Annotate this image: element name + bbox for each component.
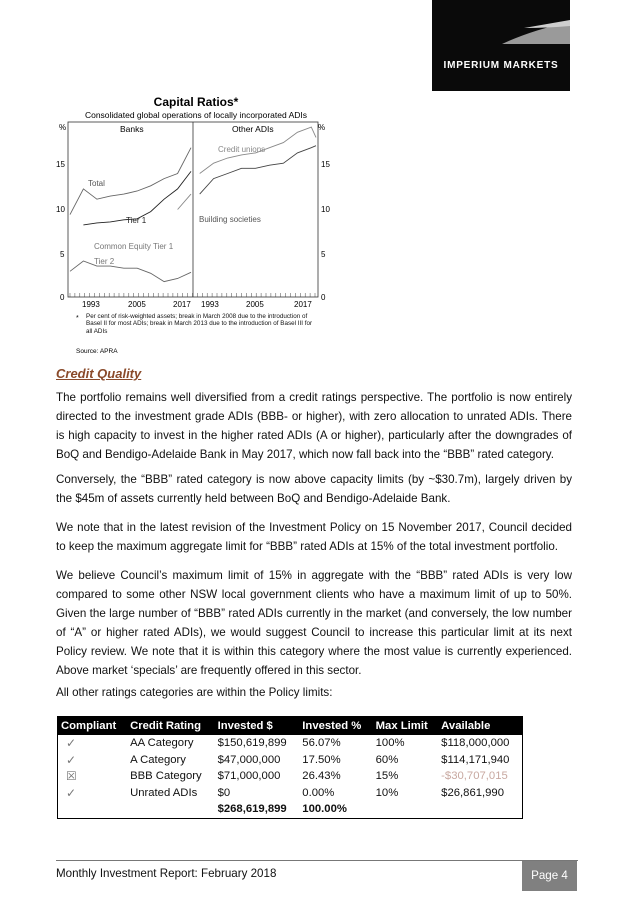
y-tick-0-left: 0 <box>60 293 65 302</box>
series-label-cet1: Common Equity Tier 1 <box>94 242 174 251</box>
series-line-tier-2 <box>70 261 191 282</box>
y-tick-15-left: 15 <box>56 160 65 169</box>
cell-max: 100% <box>375 737 405 750</box>
table-row <box>58 785 522 802</box>
cell-rating: A Category <box>130 753 186 766</box>
x-tick-right-2005: 2005 <box>246 300 264 309</box>
cell-pct: 17.50% <box>302 753 341 766</box>
compliance-table <box>57 716 523 819</box>
y-tick-5-right: 5 <box>321 250 326 259</box>
x-tick-right-2017: 2017 <box>294 300 312 309</box>
series-label-building-societies: Building societies <box>199 215 261 224</box>
page-number: Page 4 <box>522 861 577 891</box>
cell-pct: 26.43% <box>302 770 341 783</box>
paragraph-2: Conversely, the “BBB” rated category is now above capacity limits (by ~$30.7m), largely driven by the $45m of assets currently held between BoQ and Bendigo-Adelaide Bank. <box>56 473 572 505</box>
y-tick-5-left: 5 <box>60 250 65 259</box>
panel-label-banks: Banks <box>120 124 144 134</box>
check-icon: ✓ <box>66 736 77 751</box>
chart-source: Source: APRA <box>76 348 118 355</box>
footer-report-title: Monthly Investment Report: February 2018 <box>56 867 277 880</box>
total-pct: 100.00% <box>302 803 347 816</box>
total-invested: $268,619,899 <box>217 803 287 816</box>
series-label-tier2: Tier 2 <box>94 257 115 266</box>
y-tick-0-right: 0 <box>321 293 326 302</box>
header-max-limit: Max Limit <box>373 717 439 735</box>
chart-title: Capital Ratios* <box>153 95 239 109</box>
cell-max: 60% <box>375 753 399 766</box>
paragraph-4: We believe Council’s maximum limit of 15% in aggregate with the “BBB” rated ADIs is very low compared to some other NSW local government clients who have a maximum limit of up to 50%. Given the large number of “BBB” rated ADIs currently in the market (and conversely, the low number of “A” or higher rated ADIs), we would suggest Council to increase this particular limit at its next Policy review. We note that it is within this category where the most value is currently experienced. Above market ‘specials’ are frequently offered in this sector. <box>56 569 572 677</box>
y-tick-10-right: 10 <box>321 205 330 214</box>
header-credit-rating: Credit Rating <box>127 717 215 735</box>
logo-swoosh-icon <box>432 0 570 91</box>
x-tick-left-2017: 2017 <box>173 300 191 309</box>
y-tick-15-right: 15 <box>321 160 330 169</box>
paragraph-1: The portfolio remains well diversified from a credit ratings perspective. The portfolio is now entirely directed to the investment grade ADIs (BBB- or higher), with zero allocation to unrated ADIs. There is high capacity to invest in the higher rated ADIs (A or higher), particularly after the downgrades of BoQ and Bendigo-Adelaide Bank in May 2017, which now fall back into the “BBB” rated category. <box>56 391 572 461</box>
cell-invested: $150,619,899 <box>217 737 287 750</box>
check-icon: ✓ <box>66 785 77 800</box>
cell-available: -$30,707,015 <box>441 770 508 783</box>
y-tick-10-left: 10 <box>56 205 65 214</box>
header-compliant: Compliant <box>58 717 127 735</box>
imperium-markets-logo <box>432 0 570 91</box>
table-header-row <box>58 717 522 735</box>
y-unit-left: % <box>59 123 67 132</box>
header-available: Available <box>438 717 522 735</box>
cell-pct: 56.07% <box>302 737 341 750</box>
footer-divider <box>56 860 578 861</box>
cell-rating: Unrated ADIs <box>130 786 198 799</box>
paragraph-5: All other ratings categories are within the Policy limits: <box>56 686 333 699</box>
cell-available: $26,861,990 <box>441 786 504 799</box>
series-label-tier1: Tier 1 <box>126 216 147 225</box>
cell-available: $114,171,940 <box>441 753 510 766</box>
header-invested-dollars: Invested $ <box>215 717 300 735</box>
cell-rating: BBB Category <box>130 770 202 783</box>
series-line-common-equity-tier-1 <box>178 194 191 209</box>
cell-invested: $71,000,000 <box>217 770 281 783</box>
cell-rating: AA Category <box>130 737 194 750</box>
y-unit-right: % <box>318 123 326 132</box>
chart-subtitle: Consolidated global operations of locally incorporated ADIs <box>84 110 308 120</box>
table-row <box>58 735 522 752</box>
cell-pct: 0.00% <box>302 786 335 799</box>
x-tick-right-1993: 1993 <box>201 300 219 309</box>
footnote-marker: * <box>76 315 79 322</box>
cell-max: 15% <box>375 770 399 783</box>
table-row <box>58 768 522 785</box>
cell-invested: $47,000,000 <box>217 753 281 766</box>
panel-label-other-adis: Other ADIs <box>232 124 274 134</box>
cell-invested: $0 <box>217 786 231 799</box>
section-title-credit-quality: Credit Quality <box>56 366 142 381</box>
cell-max: 10% <box>375 786 399 799</box>
cell-available: $118,000,000 <box>441 737 510 750</box>
paragraph-3: We note that in the latest revision of the Investment Policy on 15 November 2017, Council decided to keep the maximum aggregate limit for “BBB” rated ADIs at 15% of the total investment portfolio. <box>56 521 572 553</box>
series-label-credit-unions: Credit unions <box>218 145 266 154</box>
x-tick-left-2005: 2005 <box>128 300 146 309</box>
table-total-row <box>58 801 522 818</box>
table-row <box>58 752 522 769</box>
logo-text: IMPERIUM MARKETS <box>443 60 559 71</box>
capital-ratios-chart <box>56 94 336 359</box>
series-label-total: Total <box>88 179 105 188</box>
chart-footnote: Per cent of risk-weighted assets; break in March 2008 due to the introduction of Basel II for most ADIs; break in March 2013 due to the introduction of Basel III for all ADIs <box>86 313 313 335</box>
header-invested-percent: Invested % <box>299 717 372 735</box>
x-tick-left-1993: 1993 <box>82 300 100 309</box>
cross-box-icon: ☒ <box>66 769 77 784</box>
check-icon: ✓ <box>66 752 77 767</box>
